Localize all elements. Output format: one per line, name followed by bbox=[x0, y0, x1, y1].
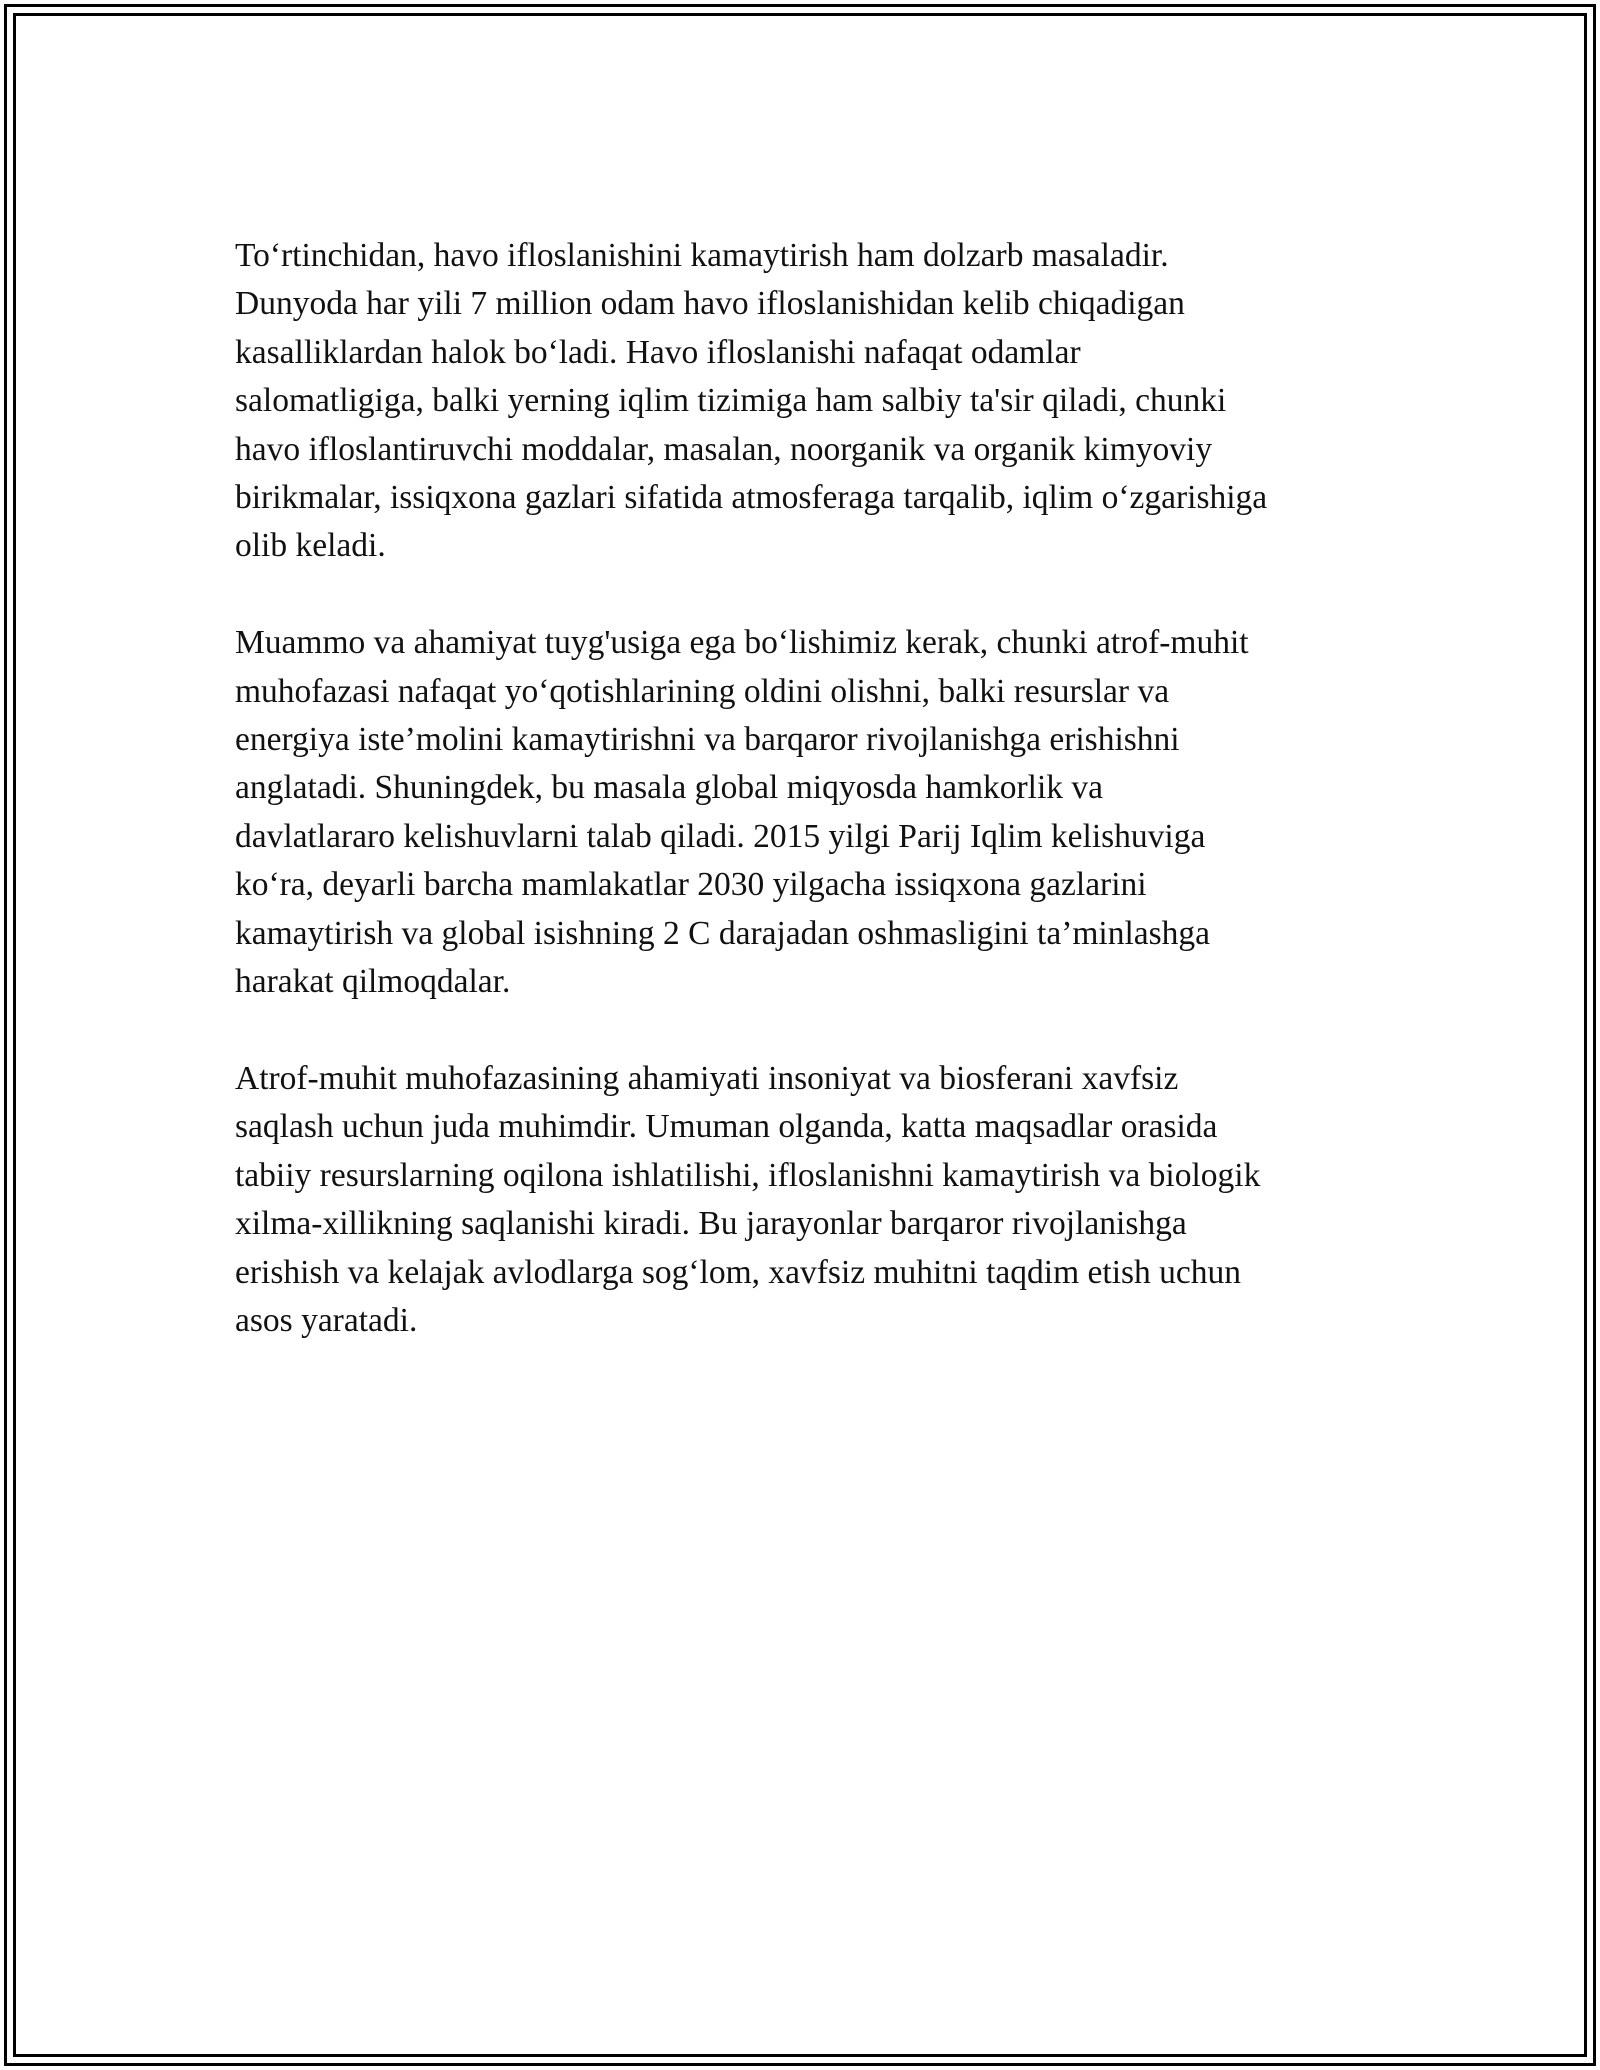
paragraph-line: tabiiy resurslarning oqilona ishlatilishi, ifloslanishni kamaytirish va biologik bbox=[235, 1156, 1261, 1194]
paragraph-line: kamaytirish va global isishning 2 C darajadan oshmasligini ta’minlashga bbox=[235, 914, 1211, 952]
paragraph-line: Muammo va ahamiyat tuyg'usiga ega bo‘lishimiz kerak, chunki atrof-muhit bbox=[235, 624, 1249, 662]
paragraph-2 bbox=[235, 619, 1370, 1006]
paragraph-line: asos yaratadi. bbox=[235, 1301, 418, 1339]
paragraph-1 bbox=[235, 232, 1370, 571]
document-body bbox=[235, 232, 1370, 1394]
paragraph-line: birikmalar, issiqxona gazlari sifatida atmosferaga tarqalib, iqlim o‘zgarishiga bbox=[235, 479, 1268, 517]
paragraph-line: Dunyoda har yili 7 million odam havo ifloslanishidan kelib chiqadigan bbox=[235, 285, 1185, 323]
paragraph-line: harakat qilmoqdalar. bbox=[235, 963, 511, 1001]
paragraph-line: olib keladi. bbox=[235, 527, 386, 565]
paragraph-line: muhofazasi nafaqat yo‘qotishlarining oldini olishni, balki resurslar va bbox=[235, 672, 1170, 710]
paragraph-line: xilma-xillikning saqlanishi kiradi. Bu jarayonlar barqaror rivojlanishga bbox=[235, 1205, 1187, 1243]
paragraph-line: kasalliklardan halok bo‘ladi. Havo ifloslanishi nafaqat odamlar bbox=[235, 333, 1081, 371]
paragraph-line: havo ifloslantiruvchi moddalar, masalan, noorganik va organik kimyoviy bbox=[235, 430, 1213, 468]
paragraph-line: saqlash uchun juda muhimdir. Umuman olganda, katta maqsadlar orasida bbox=[235, 1108, 1218, 1146]
paragraph-line: erishish va kelajak avlodlarga sog‘lom, xavfsiz muhitni taqdim etish uchun bbox=[235, 1253, 1242, 1291]
paragraph-line: davlatlararo kelishuvlarni talab qiladi. 2015 yilgi Parij Iqlim kelishuviga bbox=[235, 817, 1206, 855]
paragraph-line: anglatadi. Shuningdek, bu masala global miqyosda hamkorlik va bbox=[235, 769, 1104, 807]
paragraph-3 bbox=[235, 1055, 1370, 1345]
paragraph-line: To‘rtinchidan, havo ifloslanishini kamaytirish ham dolzarb masaladir. bbox=[235, 237, 1169, 274]
paragraph-line: Atrof-muhit muhofazasining ahamiyati insoniyat va biosferani xavfsiz bbox=[235, 1059, 1179, 1097]
paragraph-line: ko‘ra, deyarli barcha mamlakatlar 2030 yilgacha issiqxona gazlarini bbox=[235, 866, 1147, 904]
paragraph-line: energiya iste’molini kamaytirishni va barqaror rivojlanishga erishishni bbox=[235, 721, 1180, 759]
paragraph-line: salomatligiga, balki yerning iqlim tizimiga ham salbiy ta'sir qiladi, chunki bbox=[235, 382, 1227, 420]
